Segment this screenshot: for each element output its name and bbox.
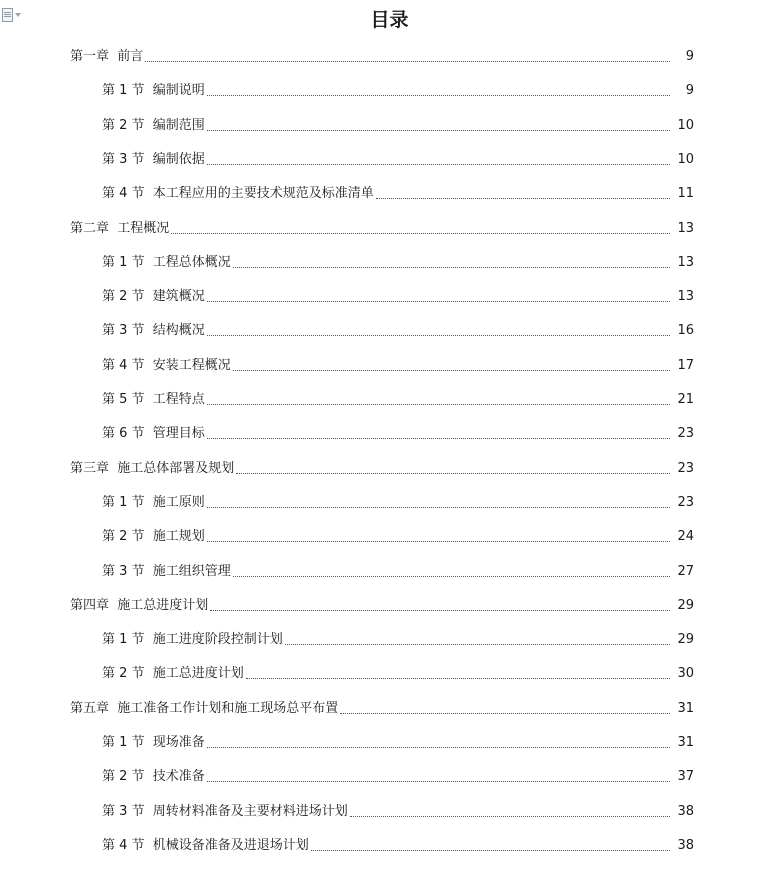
toc-page-number: 23 <box>677 426 694 442</box>
toc-entry-text: 第 2 节 技术准备 <box>102 769 205 785</box>
toc-entry-text: 第 1 节 编制说明 <box>102 83 205 99</box>
toc-section-entry[interactable] <box>102 424 694 444</box>
toc-section-entry[interactable] <box>102 390 694 410</box>
toc-entry-text: 第 2 节 施工总进度计划 <box>102 666 244 682</box>
toc-entry-text: 第 5 节 工程特点 <box>102 392 205 407</box>
dot-leader <box>207 163 670 165</box>
toc-section-entry[interactable] <box>102 356 694 376</box>
toc-page-number: 31 <box>677 700 694 716</box>
dot-leader <box>246 677 670 679</box>
dot-leader <box>207 746 670 748</box>
toc-chapter-entry[interactable] <box>70 699 694 719</box>
toc-entry-text: 第 4 节 机械设备准备及进退场计划 <box>102 837 309 853</box>
toc-page-number: 9 <box>685 49 694 64</box>
toc-page-number: 10 <box>677 151 694 167</box>
dot-leader <box>207 780 670 782</box>
toc-entry-text: 第五章 施工准备工作计划和施工现场总平布置 <box>70 700 339 716</box>
toc-page-number: 38 <box>677 803 694 819</box>
dot-leader <box>207 300 670 302</box>
toc-entry-text: 第 3 节 编制依据 <box>102 151 205 167</box>
toc-section-entry[interactable] <box>102 253 694 273</box>
toc-entry-text: 第 2 节 建筑概况 <box>102 289 205 305</box>
toc-page-number: 13 <box>677 220 694 236</box>
toc-entry-text: 第三章 施工总体部署及规划 <box>70 460 235 476</box>
toc-entry-text: 第 4 节 安装工程概况 <box>102 357 231 373</box>
toc-section-entry[interactable] <box>102 733 694 753</box>
toc-section-entry[interactable] <box>102 116 694 136</box>
toc-entry-text: 第 6 节 管理目标 <box>102 426 205 442</box>
toc-entry-text: 第 2 节 编制范围 <box>102 117 205 133</box>
dot-leader <box>207 334 670 336</box>
toc-section-entry[interactable] <box>102 81 694 101</box>
toc-section-entry[interactable] <box>102 562 694 582</box>
toc-entry-text: 第 3 节 施工组织管理 <box>102 563 231 579</box>
toc-page-number: 11 <box>677 186 694 202</box>
toc-page-number: 9 <box>685 83 694 99</box>
toc-page-number: 30 <box>677 666 694 682</box>
toc-section-entry[interactable] <box>102 664 694 684</box>
dot-leader <box>207 403 670 405</box>
dot-leader <box>236 472 670 474</box>
toc-entry-text: 第四章 施工总进度计划 <box>70 597 209 613</box>
dot-leader <box>207 506 670 508</box>
toc-section-entry[interactable] <box>102 630 694 650</box>
toc-entry-text: 第 4 节 本工程应用的主要技术规范及标准清单 <box>102 186 374 202</box>
toc-section-entry[interactable] <box>102 836 694 856</box>
toc-section-entry[interactable] <box>102 527 694 547</box>
toc-entry-text: 第 1 节 施工原则 <box>102 494 205 510</box>
toc-chapter-entry[interactable] <box>70 219 694 239</box>
toc-chapter-entry[interactable] <box>70 596 694 616</box>
toc-page-number: 31 <box>677 735 694 750</box>
toc-page-number: 23 <box>677 460 694 476</box>
toc-entry-text: 第 2 节 施工规划 <box>102 529 205 545</box>
dot-leader <box>207 94 670 96</box>
toc-section-entry[interactable] <box>102 802 694 822</box>
toc-title: 目录 <box>370 9 409 31</box>
toc-entry-text: 第 1 节 工程总体概况 <box>102 254 231 270</box>
toc-page-number: 16 <box>677 323 694 339</box>
toc-page-number: 13 <box>677 254 694 270</box>
toc-page-number: 13 <box>677 289 694 305</box>
dot-leader <box>233 266 670 268</box>
toc-section-entry[interactable] <box>102 767 694 787</box>
toc-chapter-entry[interactable] <box>70 459 694 479</box>
dot-leader <box>171 232 670 234</box>
toc-page-number: 23 <box>677 494 694 510</box>
toc-entry-text: 第 3 节 周转材料准备及主要材料进场计划 <box>102 803 348 819</box>
toc-chapter-entry[interactable] <box>70 47 694 67</box>
dot-leader <box>285 643 670 645</box>
toc-entry-text: 第一章 前言 <box>70 49 144 64</box>
toc-section-entry[interactable] <box>102 150 694 170</box>
dot-leader <box>145 60 670 62</box>
dot-leader <box>207 540 670 542</box>
toc-page-number: 29 <box>677 597 694 613</box>
toc-page-number: 37 <box>677 769 694 785</box>
dot-leader <box>233 575 670 577</box>
toc-page-number: 21 <box>677 392 694 407</box>
toc-page-number: 27 <box>677 563 694 579</box>
dot-leader <box>207 437 670 439</box>
toc-entry-text: 第 1 节 施工进度阶段控制计划 <box>102 632 283 648</box>
dot-leader <box>340 712 670 714</box>
dot-leader <box>210 609 670 611</box>
toc-section-entry[interactable] <box>102 321 694 341</box>
toc-page-number: 29 <box>677 632 694 648</box>
toc-entry-text: 第 3 节 结构概况 <box>102 323 205 339</box>
dot-leader <box>350 815 670 817</box>
toc-page-number: 17 <box>677 357 694 373</box>
dot-leader <box>233 369 670 371</box>
toc-page-number: 10 <box>677 117 694 133</box>
dot-leader <box>207 129 670 131</box>
toc-section-entry[interactable] <box>102 184 694 204</box>
toc-page-number: 24 <box>677 529 694 545</box>
toc-entry-text: 第 1 节 现场准备 <box>102 735 205 750</box>
dot-leader <box>311 849 670 851</box>
toc-page-number: 38 <box>677 837 694 853</box>
dot-leader <box>376 197 670 199</box>
toc-section-entry[interactable] <box>102 287 694 307</box>
toc-entry-text: 第二章 工程概况 <box>70 220 170 236</box>
toc-section-entry[interactable] <box>102 493 694 513</box>
